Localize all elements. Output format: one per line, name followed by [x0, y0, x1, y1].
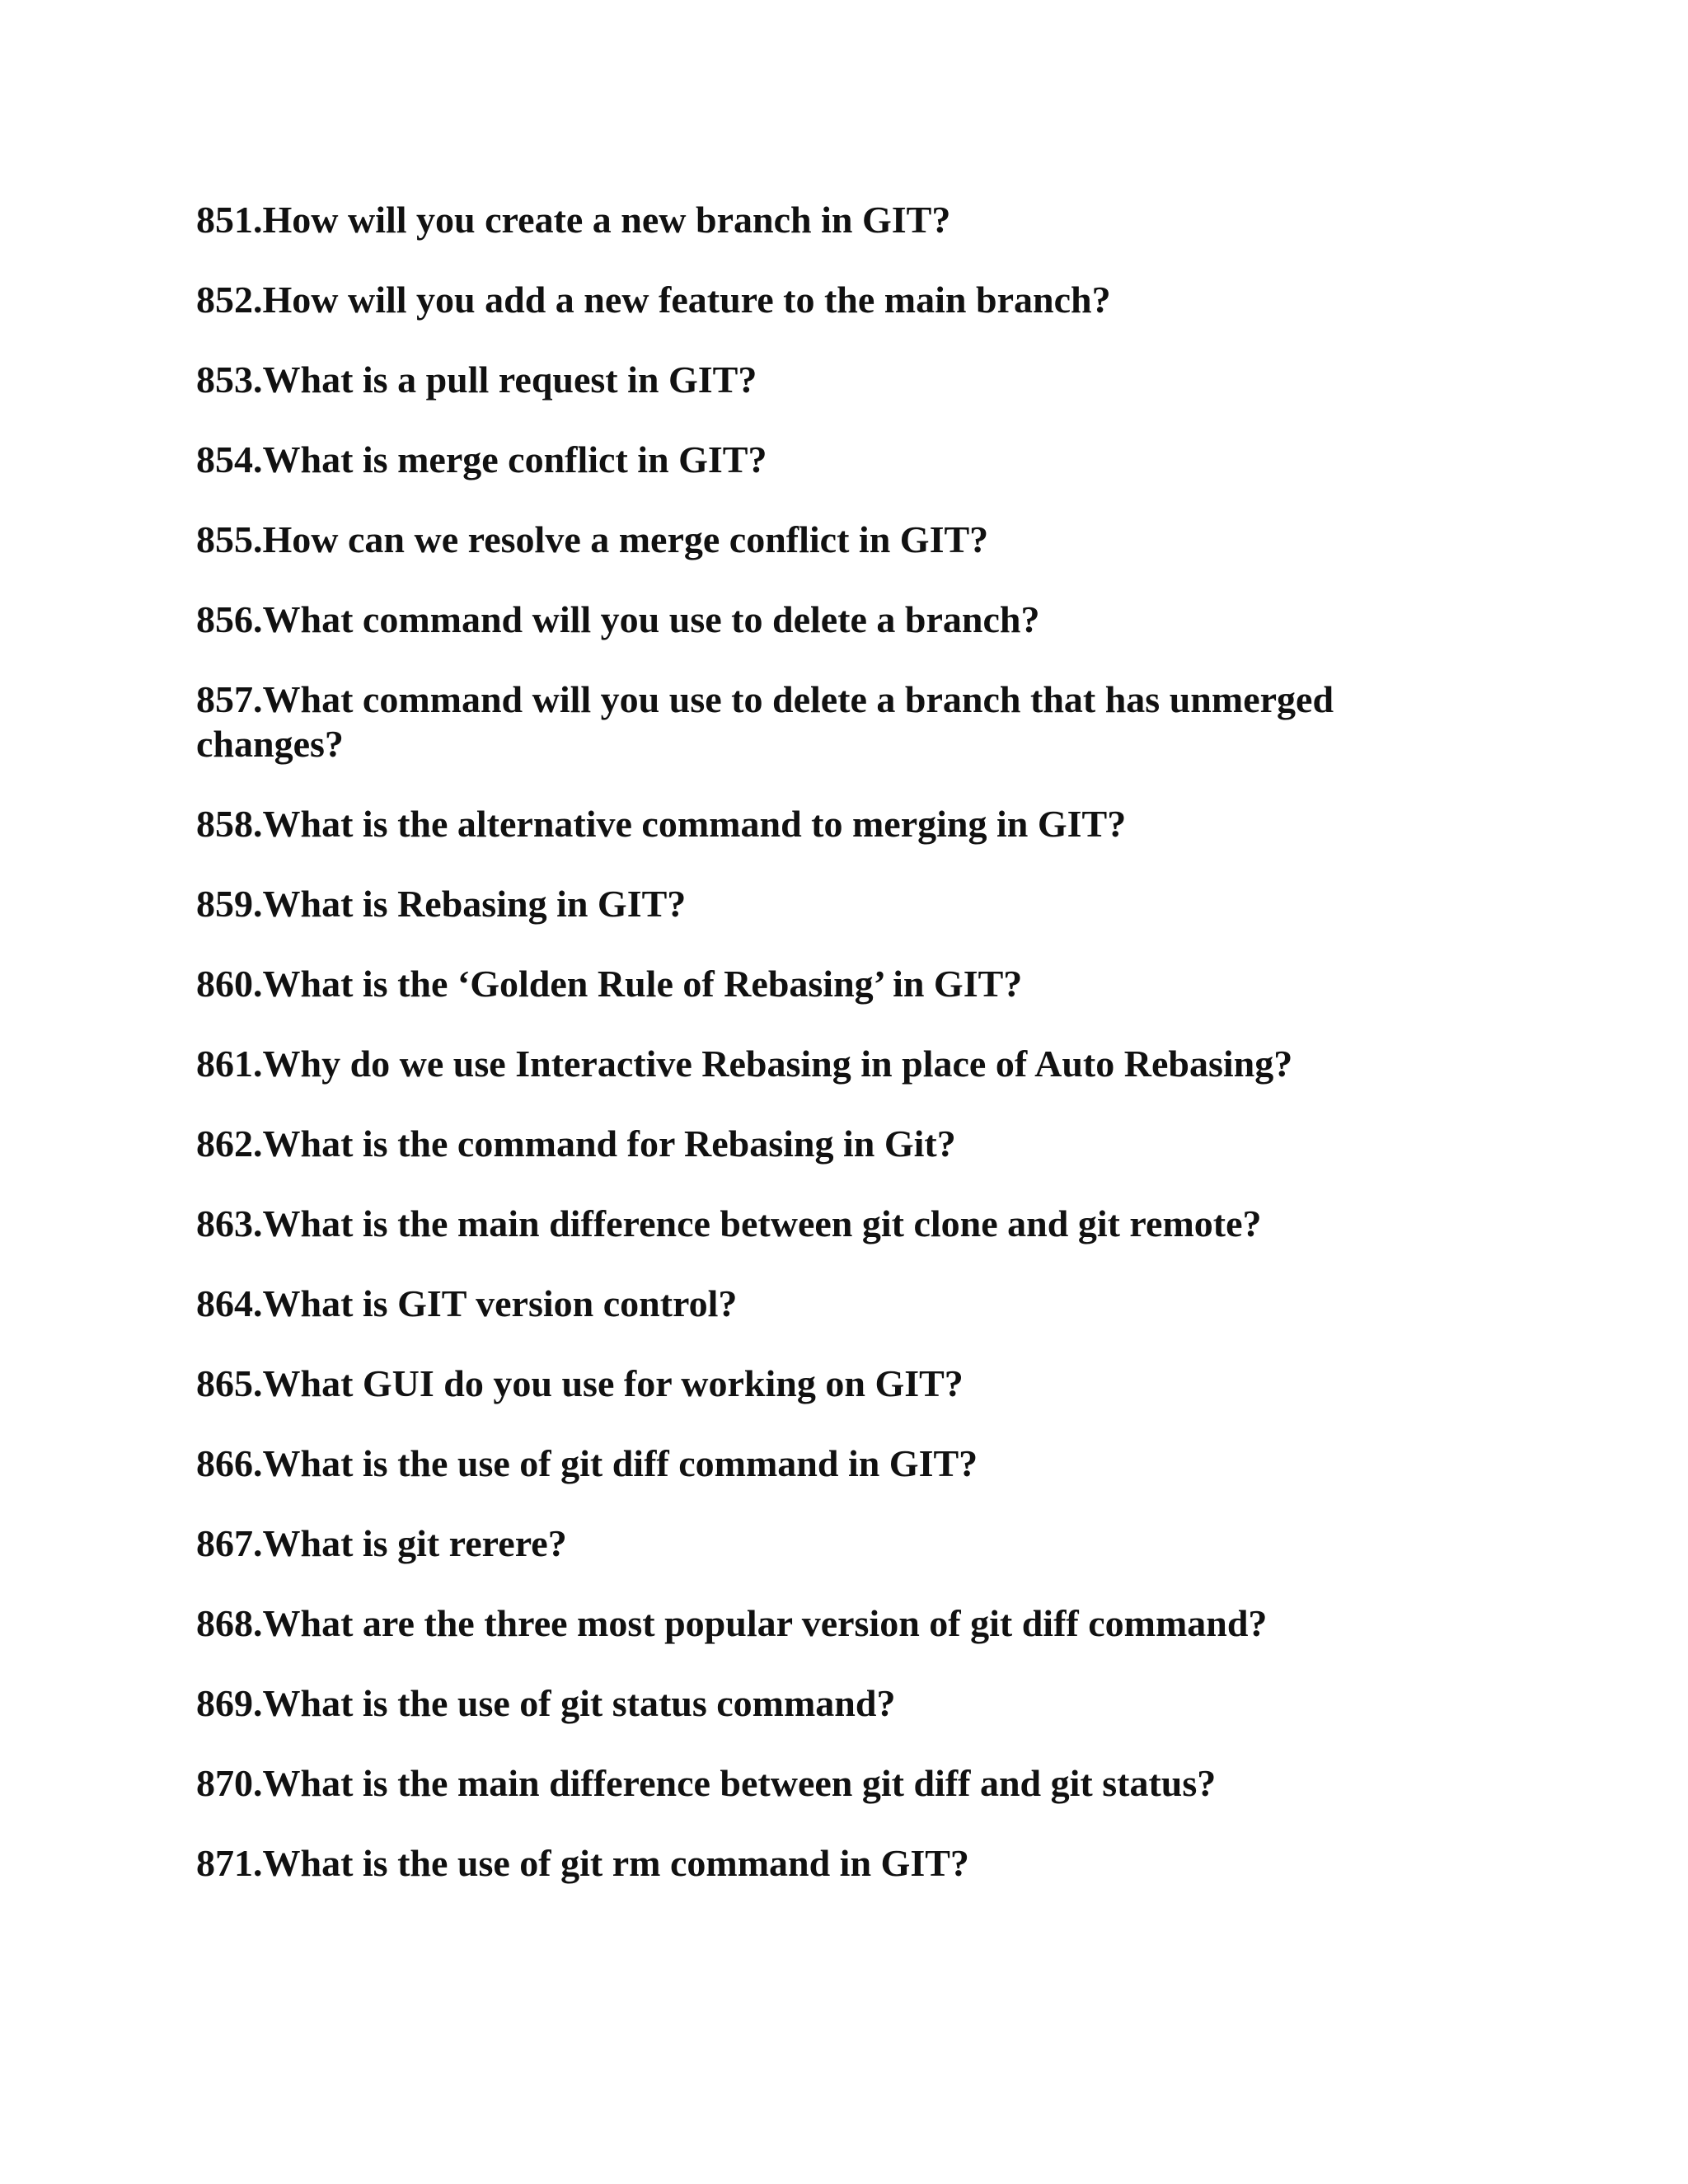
- question-item: [196, 1841, 1449, 1886]
- question-number: 857.: [196, 678, 263, 720]
- question-number: 860.: [196, 963, 263, 1005]
- question-item: [196, 1761, 1449, 1806]
- question-item: [196, 198, 1449, 242]
- question-item: [196, 438, 1449, 482]
- question-text: What is the ‘Golden Rule of Rebasing’ in GIT?: [262, 963, 1023, 1005]
- question-item: [196, 802, 1449, 846]
- question-text: What is the main difference between git diff and git status?: [262, 1762, 1217, 1804]
- question-list: [196, 198, 1449, 1921]
- question-text: What is the use of git diff command in GIT?: [262, 1442, 978, 1484]
- question-text: What is the use of git status command?: [262, 1682, 896, 1724]
- question-text: What is the use of git rm command in GIT?: [262, 1842, 969, 1884]
- question-number: 868.: [196, 1602, 263, 1644]
- question-text: How will you create a new branch in GIT?: [262, 199, 951, 241]
- question-number: 870.: [196, 1762, 263, 1804]
- question-number: 854.: [196, 438, 263, 480]
- question-text: What are the three most popular version of git diff command?: [262, 1602, 1268, 1644]
- question-text: What is the alternative command to merging in GIT?: [262, 803, 1127, 845]
- question-number: 865.: [196, 1362, 263, 1404]
- question-number: 864.: [196, 1282, 263, 1324]
- question-text: How can we resolve a merge conflict in GIT?: [262, 518, 989, 560]
- question-item: [196, 598, 1449, 642]
- question-number: 858.: [196, 803, 263, 845]
- question-text: What is a pull request in GIT?: [262, 359, 757, 401]
- question-number: 852.: [196, 279, 263, 321]
- question-item: [196, 1202, 1449, 1246]
- question-number: 853.: [196, 359, 263, 401]
- question-number: 867.: [196, 1522, 263, 1564]
- question-number: 855.: [196, 518, 263, 560]
- question-text: What is Rebasing in GIT?: [262, 883, 687, 925]
- question-item: [196, 1521, 1449, 1566]
- question-text: What command will you use to delete a branch?: [262, 598, 1040, 640]
- question-item: [196, 1441, 1449, 1486]
- question-text: What is the command for Rebasing in Git?: [262, 1122, 956, 1165]
- question-item: [196, 1681, 1449, 1726]
- question-text: How will you add a new feature to the main branch?: [262, 279, 1111, 321]
- question-item: [196, 677, 1449, 766]
- question-item: [196, 1042, 1449, 1086]
- question-number: 861.: [196, 1043, 263, 1085]
- question-text: What is git rerere?: [262, 1522, 567, 1564]
- question-item: [196, 1361, 1449, 1406]
- question-number: 856.: [196, 598, 263, 640]
- question-item: [196, 1601, 1449, 1646]
- question-number: 871.: [196, 1842, 263, 1884]
- question-text: What GUI do you use for working on GIT?: [262, 1362, 964, 1404]
- question-text: What is GIT version control?: [262, 1282, 738, 1324]
- question-item: [196, 1282, 1449, 1326]
- question-number: 869.: [196, 1682, 263, 1724]
- question-text: Why do we use Interactive Rebasing in place of Auto Rebasing?: [262, 1043, 1293, 1085]
- question-item: [196, 278, 1449, 322]
- question-number: 859.: [196, 883, 263, 925]
- question-text: What command will you use to delete a branch that has unmerged changes?: [196, 678, 1334, 765]
- question-item: [196, 518, 1449, 562]
- question-item: [196, 962, 1449, 1006]
- question-number: 851.: [196, 199, 263, 241]
- question-text: What is the main difference between git clone and git remote?: [262, 1202, 1262, 1244]
- question-text: What is merge conflict in GIT?: [262, 438, 767, 480]
- question-item: [196, 358, 1449, 402]
- question-number: 866.: [196, 1442, 263, 1484]
- question-number: 863.: [196, 1202, 263, 1244]
- question-item: [196, 1122, 1449, 1166]
- question-item: [196, 882, 1449, 926]
- question-number: 862.: [196, 1122, 263, 1165]
